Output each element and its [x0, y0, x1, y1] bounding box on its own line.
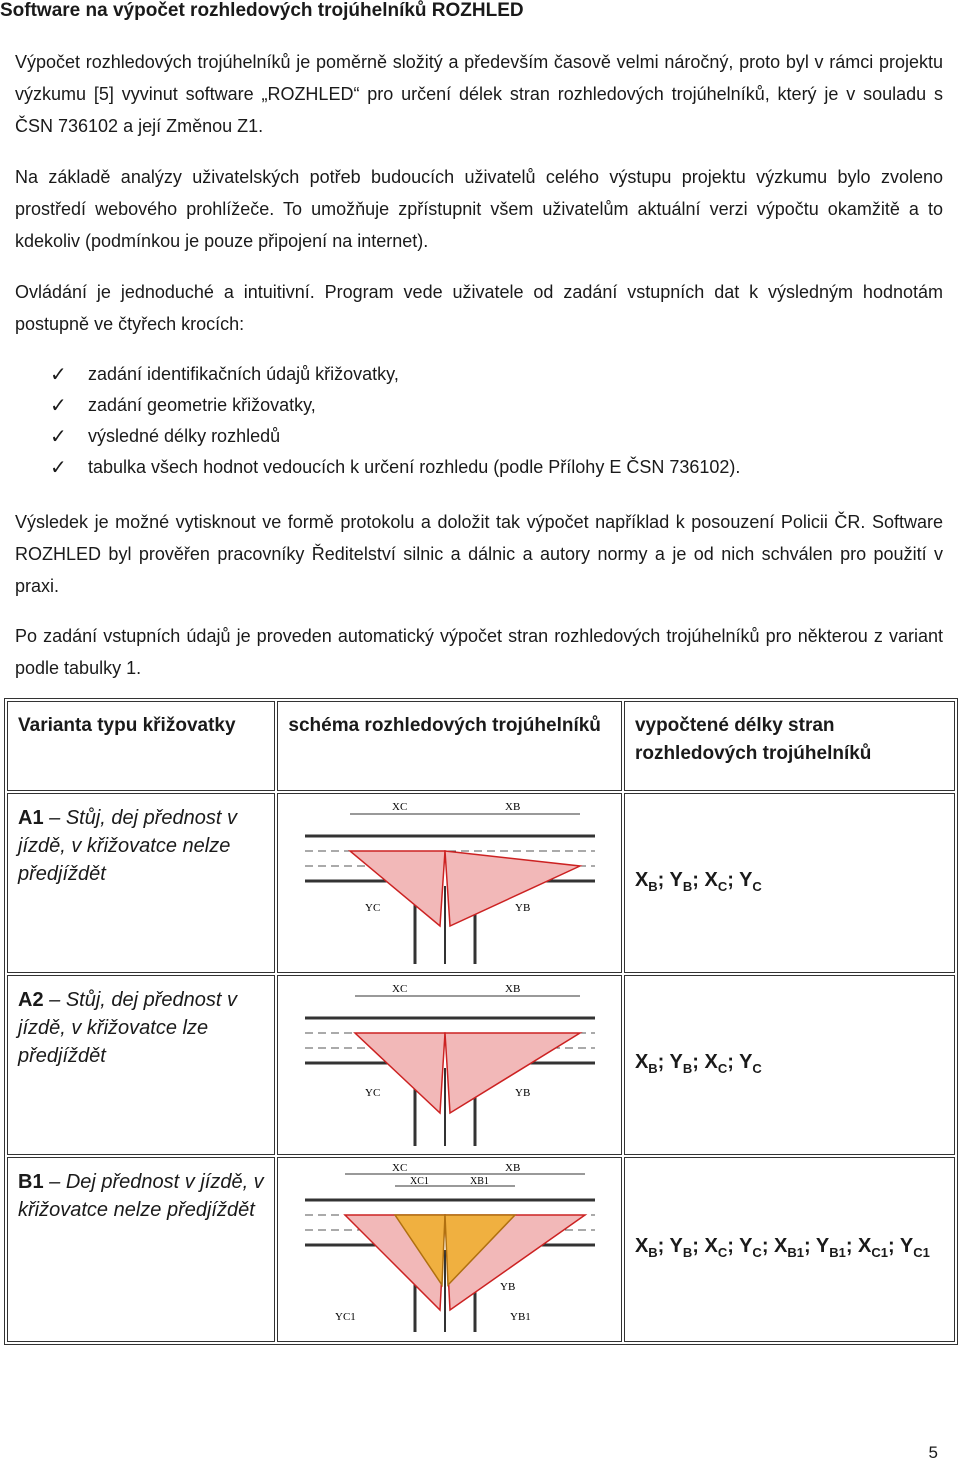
diagram-cell	[277, 793, 622, 973]
result-values: $X_B$; $Y_B$; $X_C$; $Y_C$; $X_{B1}$; $Y_{B1}$; $X_{C1}$; $Y_{C1}$	[634, 1235, 930, 1260]
result-values: $X_B$; $Y_B$; $X_C$; $Y_C$	[634, 1050, 762, 1076]
paragraph-result: Výsledek je možné vytisknout ve formě protokolu a doložit tak výpočet například k posouzení Policii ČR. Software ROZHLED byl prověřen pracovníky Ředitelství silnic a dálnic a autory normy a je od nich schválen pro použití v praxi.	[15, 512, 943, 596]
checkmark-icon: ✓	[50, 363, 67, 386]
variant-description: – Stůj, dej přednost v jízdě, v křižovatce nelze předjíždět	[18, 807, 238, 885]
label-xb: XB	[504, 1161, 520, 1174]
sight-triangle-diagram-a2	[300, 978, 600, 1148]
variant-label	[18, 804, 264, 888]
page-number: 5	[928, 1443, 938, 1462]
sight-triangle-diagram-a1	[300, 796, 600, 966]
variant-cell	[7, 975, 275, 1155]
header-cell	[277, 701, 622, 791]
label-xc: XC	[391, 1161, 407, 1174]
paragraph-variants: Po zadání vstupních údajů je proveden automatický výpočet stran rozhledových trojúhelníků pro některou z variant podle tabulky 1.	[15, 626, 943, 678]
label-yc1: YC1	[334, 1310, 356, 1323]
label-yc: YC	[364, 901, 380, 914]
variant-label	[18, 986, 264, 1070]
result-cell	[624, 975, 955, 1155]
paragraph-intro: Výpočet rozhledových trojúhelníků je poměrně složitý a především časově velmi náročný, proto byl v rámci projektu výzkumu [5] vyvinut software „ROZHLED“ pro určení délek stran rozhledových trojúhelníků, který je v souladu s ČSN 736102 a její Změnou Z1.	[15, 52, 943, 136]
header-variant: Varianta typu křižovatky	[18, 715, 236, 736]
label-yb: YB	[514, 901, 530, 914]
variant-code: A1	[18, 807, 44, 829]
header-lengths: vypočtené délky stran rozhledových trojúhelníků	[634, 715, 872, 764]
result-values: $X_B$; $Y_B$; $X_C$; $Y_C$	[634, 868, 762, 894]
list-item-label: zadání geometrie křižovatky,	[88, 395, 316, 415]
diagram-cell	[277, 975, 622, 1155]
variant-code: A2	[18, 989, 44, 1011]
header-cell	[7, 701, 275, 791]
header-cell	[624, 701, 955, 791]
list-item	[50, 452, 930, 483]
variant-description: – Dej přednost v jízdě, v křižovatce nelze předjíždět	[18, 1171, 264, 1221]
list-item	[50, 390, 930, 421]
steps-list	[50, 359, 930, 483]
label-xc1: XC1	[409, 1175, 429, 1187]
label-yc: YC	[364, 1086, 380, 1099]
list-item-label: zadání identifikačních údajů křižovatky,	[88, 364, 399, 384]
checkmark-icon: ✓	[50, 425, 67, 448]
label-yb: YB	[514, 1086, 530, 1099]
header-schema: schéma rozhledových trojúhelníků	[288, 715, 601, 736]
variant-cell	[7, 793, 275, 973]
variant-label	[18, 1168, 264, 1224]
paragraph-controls: Ovládání je jednoduché a intuitivní. Program vede uživatele od zadání vstupních dat k výsledným hodnotám postupně ve čtyřech krocích:	[15, 282, 943, 334]
variant-code: B1	[18, 1171, 44, 1193]
list-item	[50, 359, 930, 390]
label-xb1: XB1	[469, 1175, 489, 1187]
list-item-label: tabulka všech hodnot vedoucích k určení rozhledu (podle Přílohy E ČSN 736102).	[88, 457, 741, 477]
checkmark-icon: ✓	[50, 456, 67, 479]
paragraph-browser: Na základě analýzy uživatelských potřeb budoucích uživatelů celého výstupu projektu výzkumu bylo zvoleno prostředí webového prohlížeče. To umožňuje zpřístupnit všem uživatelům aktuální verzi výpočtu okamžitě a to kdekoliv (podmínkou je pouze připojení na internet).	[15, 167, 943, 251]
table-row	[7, 1157, 955, 1342]
label-yb1: YB1	[509, 1310, 531, 1323]
list-item	[50, 421, 930, 452]
label-yb: YB	[499, 1280, 515, 1293]
result-cell	[624, 1157, 955, 1342]
label-xc: XC	[391, 800, 407, 813]
page-heading: Software na výpočet rozhledových trojúhelníků ROZHLED	[0, 0, 524, 21]
variant-description: – Stůj, dej přednost v jízdě, v křižovatce lze předjíždět	[18, 989, 238, 1067]
diagram-cell	[277, 1157, 622, 1342]
list-item-label: výsledné délky rozhledů	[88, 426, 281, 446]
variants-table	[4, 698, 958, 1345]
label-xc: XC	[391, 982, 407, 995]
table-header-row	[7, 701, 955, 791]
table-row	[7, 793, 955, 973]
sight-triangle-diagram-b1	[300, 1160, 600, 1335]
result-cell	[624, 793, 955, 973]
checkmark-icon: ✓	[50, 394, 67, 417]
table-row	[7, 975, 955, 1155]
variant-cell	[7, 1157, 275, 1342]
label-xb: XB	[504, 800, 520, 813]
label-xb: XB	[504, 982, 520, 995]
